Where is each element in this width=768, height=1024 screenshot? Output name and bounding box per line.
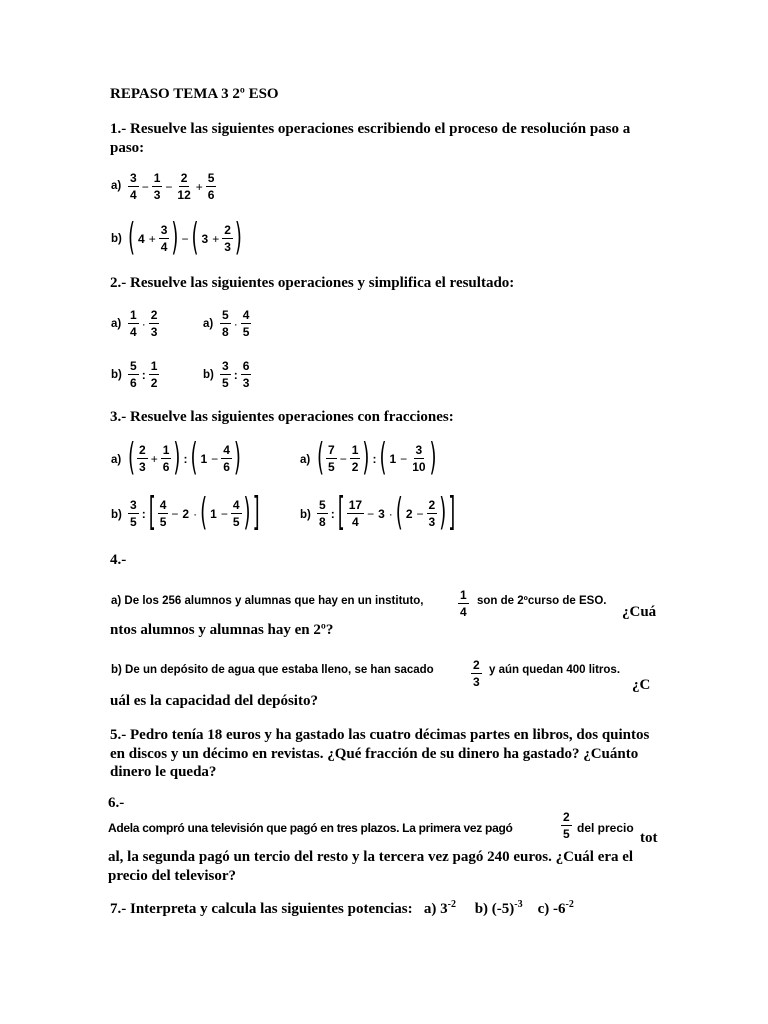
q2-e2-label: a)	[203, 318, 214, 330]
q4-b-text: b) De un depósito de agua que estaba lleno, se han sacado	[111, 664, 434, 676]
q3-e1-expression: ( $\frac{2}{3}$ + $\frac{1}{6}$ ) : ( 1 − $\frac{4}{6}$ )	[128, 435, 241, 480]
q7-c-exponent: -2	[565, 899, 574, 910]
fraction: $\frac{2}{3}$	[428, 498, 436, 529]
q6-text2: del precio	[577, 821, 634, 835]
q2-e4-expression: $\frac{3}{5}$ : $\frac{6}{3}$	[222, 359, 250, 390]
q6-end: tot	[640, 830, 658, 846]
fraction: $\frac{5}{8}$	[319, 498, 326, 529]
fraction: $\frac{1}{6}$	[162, 443, 170, 474]
q2-e3-expression: $\frac{5}{6}$ : $\frac{1}{2}$	[130, 359, 158, 390]
q7-c: c) -6	[537, 901, 566, 917]
fraction: $\frac{5}{6}$	[130, 359, 137, 390]
fraction: $\frac{3}{4}$	[160, 223, 168, 254]
q7-b-exponent: -3	[514, 899, 523, 910]
q1-b-label: b)	[111, 233, 122, 245]
fraction: $\frac{5}{8}$	[222, 308, 229, 339]
q6-cont: al, la segunda pagó un tercio del resto y la tercera vez pagó 240 euros. ¿Cuál era el precio del televisor?	[108, 849, 634, 884]
fraction: $\frac{2}{3}$	[473, 658, 480, 689]
fraction: $\frac{4}{5}$	[232, 498, 240, 529]
question-4-number: 4.-	[110, 552, 127, 568]
q3-e4-label: b)	[300, 509, 311, 521]
fraction: $\frac{5}{6}$	[207, 171, 215, 202]
q4-a-text: a) De los 256 alumnos y alumnas que hay en un instituto,	[111, 595, 424, 607]
question-5-text: 5.- Pedro tenía 18 euros y ha gastado las cuatro décimas partes en libros, dos quintos en discos y un décimo en revistas. ¿Qué fracción de su dinero ha gastado? ¿Cuánto dinero le queda?	[110, 727, 650, 780]
fraction: $\frac{1}{2}$	[150, 359, 158, 390]
q1-b-expression: ( 4 + $\frac{3}{4}$ ) − ( 3 + $\frac{2}{3}$ )	[128, 215, 242, 260]
q7-a: a) 3	[423, 901, 448, 917]
q2-e2-expression: $\frac{5}{8}$ · $\frac{4}{5}$	[222, 308, 250, 339]
q3-e3-label: b)	[111, 509, 122, 521]
q2-e1-expression: $\frac{1}{4}$ · $\frac{2}{3}$	[130, 308, 158, 339]
q4-a-fraction	[457, 589, 470, 618]
fraction: $\frac{3}{4}$	[130, 171, 137, 202]
fraction: $\frac{2}{3}$	[224, 223, 231, 254]
question-7-text	[110, 899, 574, 918]
q4-a-cont: ntos alumnos y alumnas hay en 2º?	[110, 622, 334, 638]
q4-b-fraction	[470, 659, 483, 688]
q4-b-text2: y aún quedan 400 litros.	[489, 664, 621, 676]
q2-e1-label: a)	[111, 318, 122, 330]
fraction: $\frac{1}{4}$	[130, 308, 137, 339]
fraction: $\frac{1}{4}$	[460, 588, 467, 619]
fraction: $\frac{6}{3}$	[242, 359, 250, 390]
q4-a-end: ¿Cuá	[622, 604, 657, 620]
q7-b: b) (-5)	[474, 901, 515, 917]
q3-e2-label: a)	[300, 454, 311, 466]
fraction: $\frac{4}{6}$	[223, 443, 230, 474]
q4-a-text2: son de 2ºcurso de ESO.	[477, 595, 607, 607]
q3-e3-expression: $\frac{3}{5}$ : [ $\frac{4}{5}$ − 2 · ( 1 − $\frac{4}{5}$ ) ]	[130, 489, 260, 536]
question-2-text: 2.- Resuelve las siguientes operaciones y simplifica el resultado:	[110, 275, 515, 291]
fraction: $\frac{17}{4}$	[348, 498, 363, 529]
fraction: $\frac{7}{5}$	[328, 443, 335, 474]
q3-e2-expression: ( $\frac{7}{5}$ − $\frac{1}{2}$ ) : ( 1 − $\frac{3}{10}$ )	[317, 435, 437, 480]
q7-text: 7.- Interpreta y calcula las siguientes potencias:	[110, 901, 413, 917]
fraction: $\frac{3}{5}$	[222, 359, 229, 390]
fraction: $\frac{2}{5}$	[563, 810, 570, 841]
fraction: $\frac{1}{2}$	[351, 443, 359, 474]
fraction: $\frac{1}{3}$	[153, 171, 161, 202]
q7-a-exponent: -2	[447, 899, 456, 910]
q4-b-end: ¿C	[632, 677, 651, 693]
q1-a-expression: $\frac{3}{4}$ − $\frac{1}{3}$ − $\frac{2}{12}$ + $\frac{5}{6}$	[130, 171, 215, 202]
q6-fraction	[560, 811, 573, 840]
q2-e4-label: b)	[203, 369, 214, 381]
fraction: $\frac{2}{3}$	[150, 308, 158, 339]
fraction: $\frac{4}{5}$	[242, 308, 250, 339]
q2-e3-label: b)	[111, 369, 122, 381]
question-3-text: 3.- Resuelve las siguientes operaciones con fracciones:	[110, 409, 454, 425]
question-6-number: 6.-	[108, 795, 125, 811]
fraction: $\frac{4}{5}$	[159, 498, 167, 529]
fraction: $\frac{3}{5}$	[130, 498, 137, 529]
q3-e1-label: a)	[111, 454, 122, 466]
q4-b-cont: uál es la capacidad del depósito?	[110, 693, 318, 709]
q3-e4-expression: $\frac{5}{8}$ : [ $\frac{17}{4}$ − 3 · ( 2 − $\frac{2}{3}$ ) ]	[319, 489, 456, 536]
page-title: REPASO TEMA 3 2º ESO	[110, 86, 279, 102]
fraction: $\frac{3}{10}$	[412, 443, 426, 474]
fraction: $\frac{2}{3}$	[139, 443, 146, 474]
question-1-text: 1.- Resuelve las siguientes operaciones escribiendo el proceso de resolución paso a paso:	[110, 121, 631, 156]
fraction: $\frac{2}{12}$	[177, 171, 191, 202]
q1-a-label: a)	[111, 180, 122, 192]
q6-text: Adela compró una televisión que pagó en tres plazos. La primera vez pagó	[108, 821, 513, 835]
